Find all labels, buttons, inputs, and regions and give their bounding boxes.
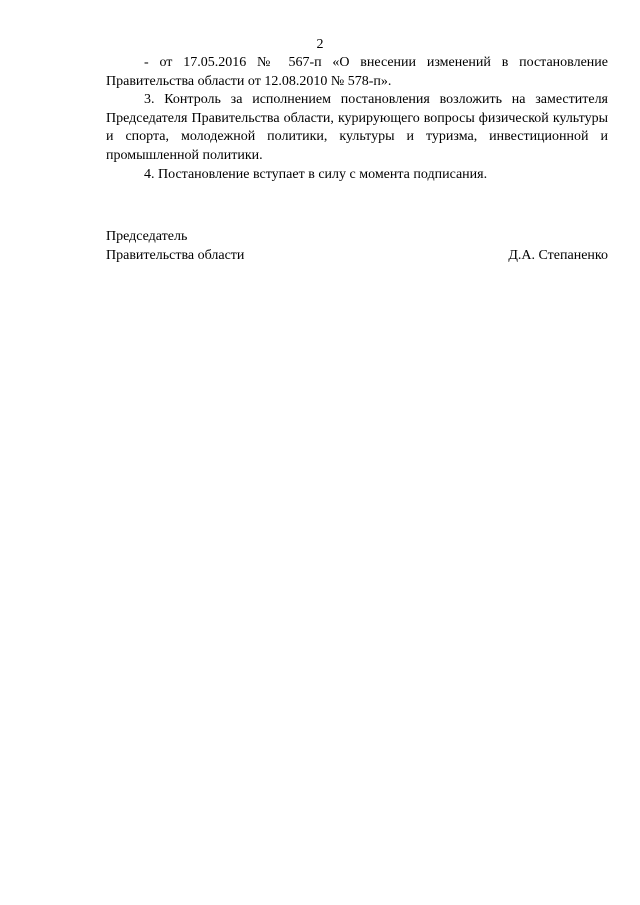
paragraph-effective-clause: 4. Постановление вступает в силу с момента подписания.	[144, 166, 488, 182]
signatory-name: Д.А. Степаненко	[508, 247, 608, 263]
signatory-line	[106, 247, 608, 266]
paragraph-amendment-item: - от 17.05.2016 № 567-п «О внесении изменений в постановление Правительства области от 12.08.2010 № 578-п».	[106, 55, 608, 89]
signatory-title-line-1: Председатель	[106, 229, 188, 244]
document-body	[106, 54, 608, 184]
page-number: 2	[316, 37, 324, 52]
paragraph-control-clause: 3. Контроль за исполнением постановления возложить на заместителя Председателя Правительства области, курирующего вопросы физической культуры и спорта, молодежной политики, культуры и туризма, инвестиционной и промышленной политики.	[106, 92, 608, 163]
signatory-title-line-2: Правительства области	[106, 247, 245, 263]
signature-block	[106, 228, 608, 265]
